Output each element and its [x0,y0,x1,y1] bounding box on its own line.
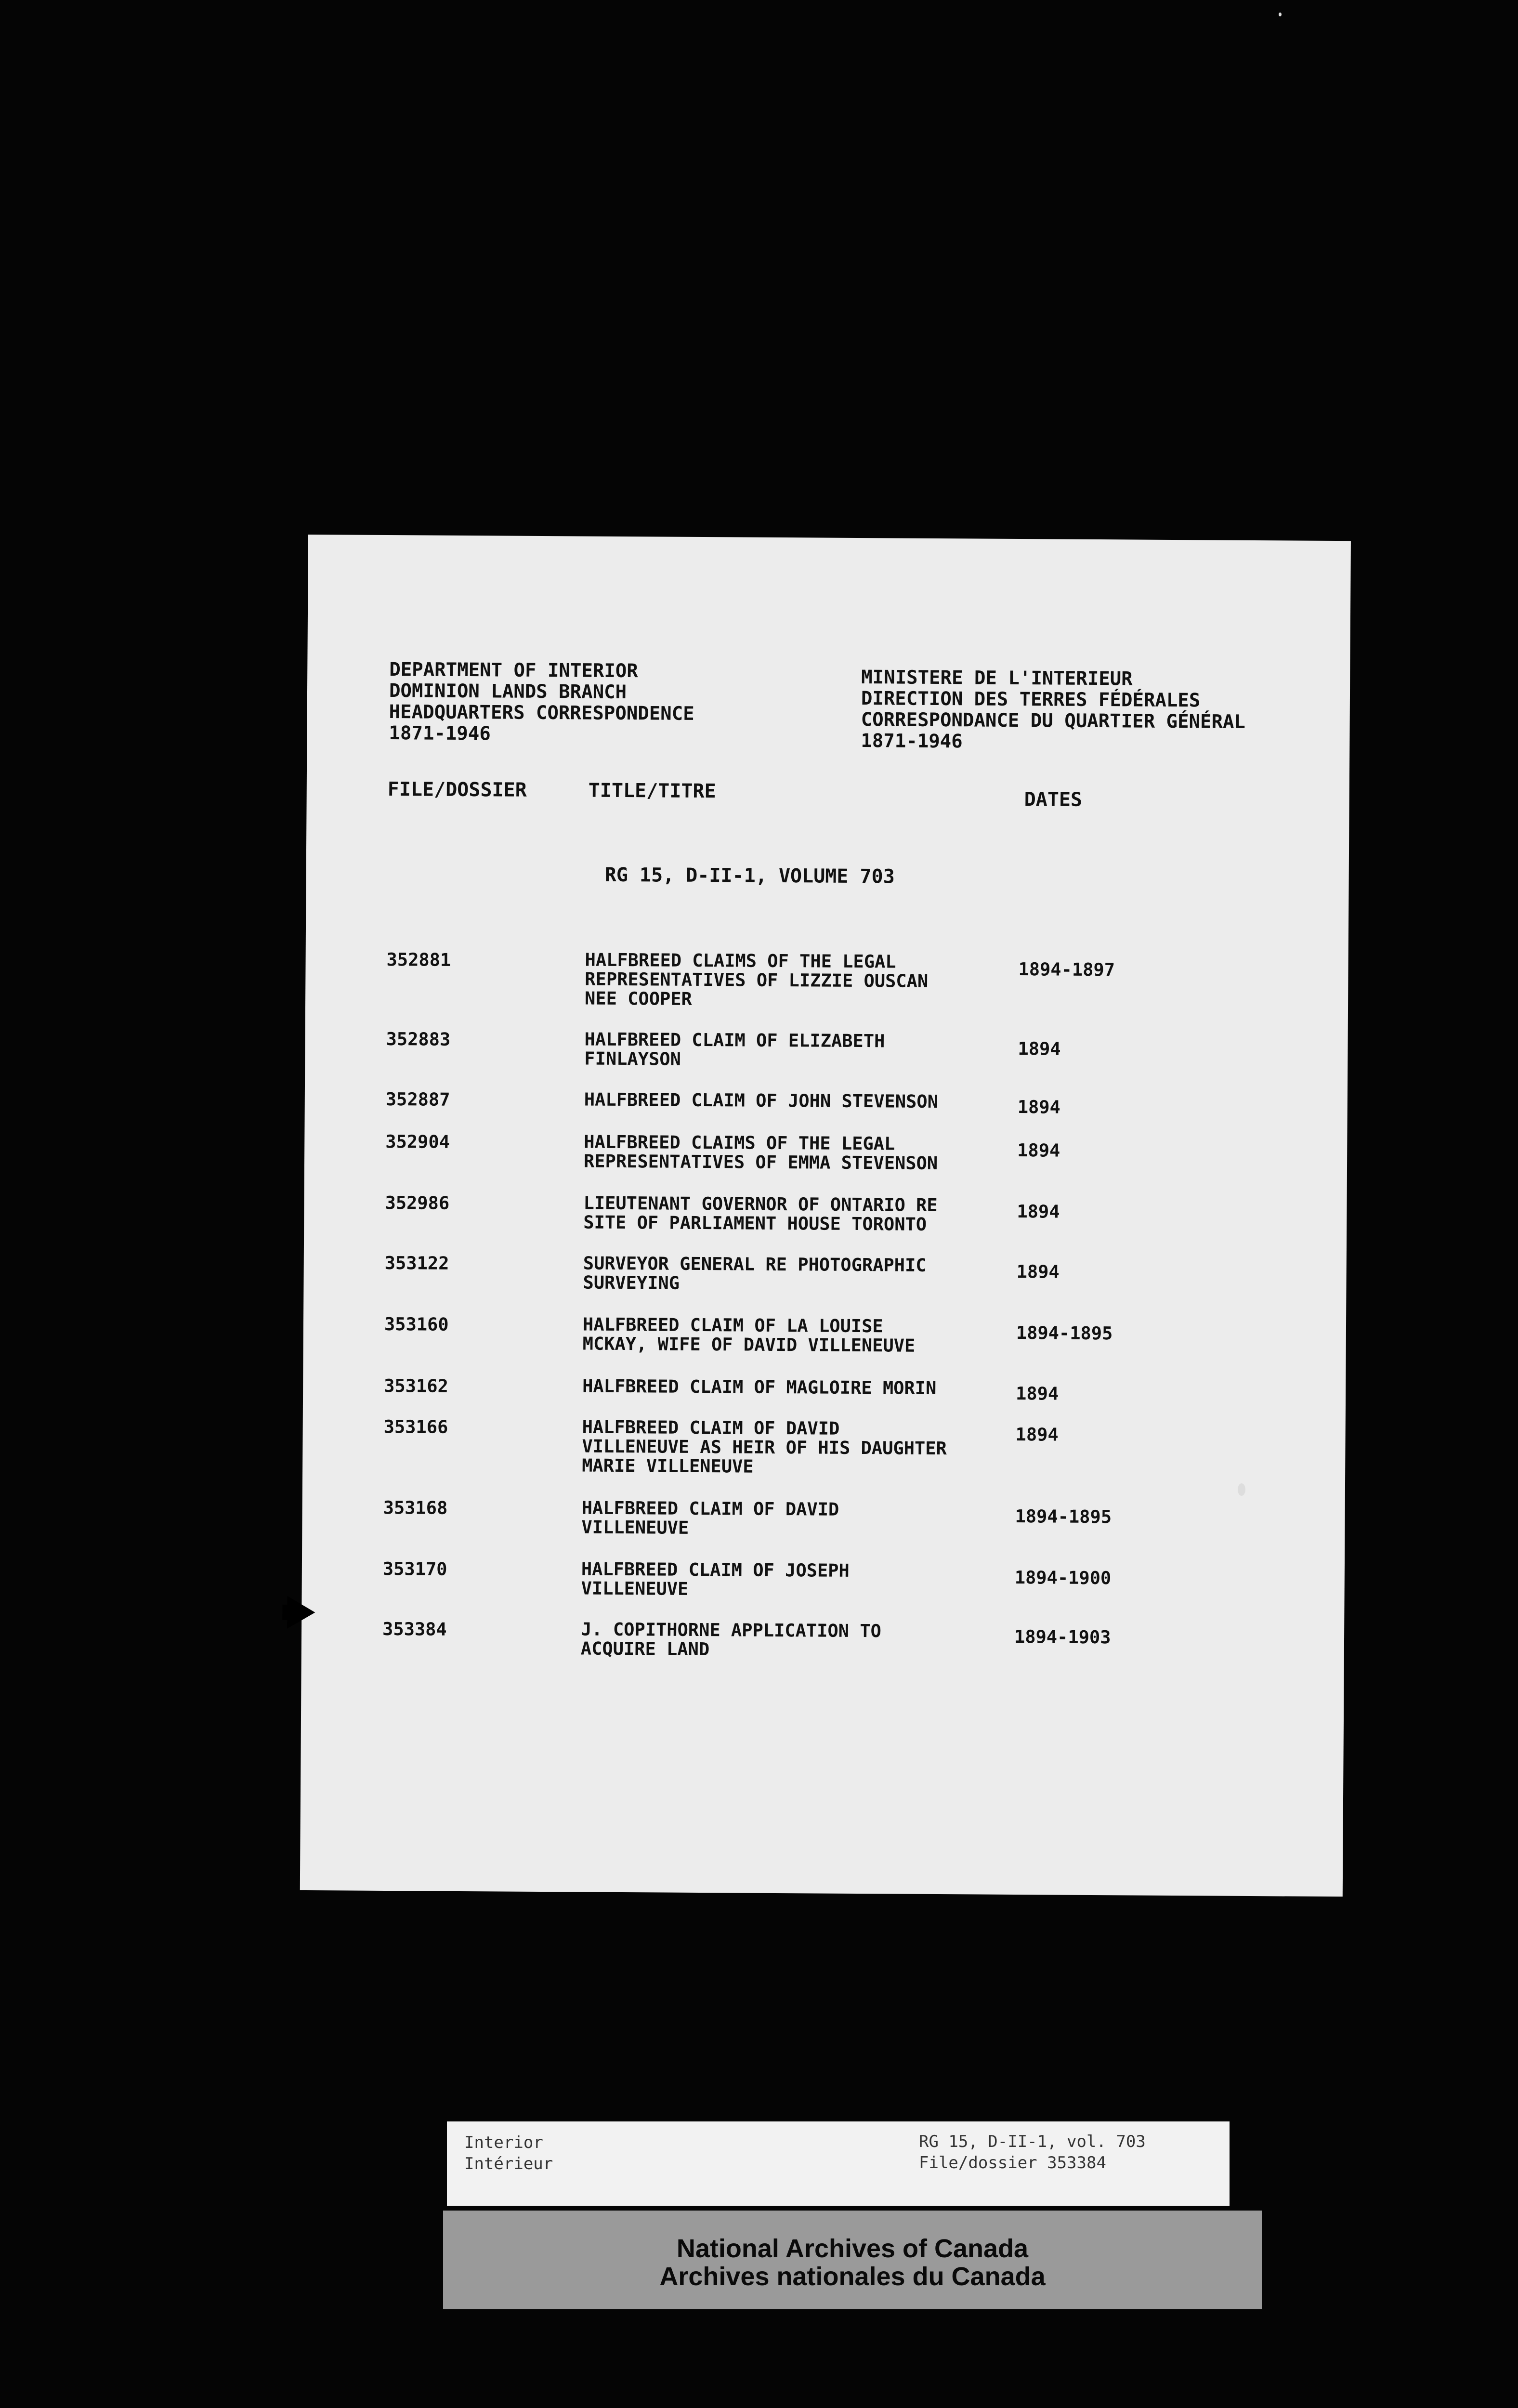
header-fr-line3: CORRESPONDANCE DU QUARTIER GÉNÉRAL [861,709,1246,733]
entry-dates: 1894-1895 [1015,1506,1112,1528]
entry-file-number: 352887 [385,1089,450,1110]
entry-dates: 1894 [1018,1038,1061,1060]
entry-row [303,1375,1346,1404]
entry-dates: 1894 [1016,1261,1060,1283]
archive-reference-card [447,2121,1230,2206]
entry-title: HALFBREED CLAIM OF LA LOUISE MCKAY, WIFE OF DAVID VILLENEUVE [582,1314,916,1356]
entry-file-number: 353168 [383,1497,448,1518]
entry-dates: 1894 [1017,1097,1061,1118]
entry-title: SURVEYOR GENERAL RE PHOTOGRAPHIC SURVEYING [583,1253,927,1294]
entry-dates: 1894 [1015,1424,1059,1445]
entry-title: J. COPITHORNE APPLICATION TO ACQUIRE LAND [580,1619,881,1660]
scanned-document-page [300,535,1351,1897]
entry-title: HALFBREED CLAIM OF DAVID VILLENEUVE AS HEIR OF HIS DAUGHTER MARIE VILLENEUVE [582,1416,947,1477]
entry-title: HALFBREED CLAIMS OF THE LEGAL REPRESENTATIVES OF EMMA STEVENSON [583,1131,938,1174]
entry-file-number: 353170 [382,1558,447,1580]
entry-file-number: 352986 [385,1192,450,1214]
entry-file-number: 353162 [384,1375,448,1397]
entry-file-number: 353160 [384,1313,449,1335]
entry-title: HALFBREED CLAIM OF MAGLOIRE MORIN [582,1375,937,1399]
entry-row [303,1313,1346,1356]
archive-banner-en: National Archives of Canada [676,2234,1029,2263]
entry-title: HALFBREED CLAIM OF ELIZABETH FINLAYSON [584,1029,885,1070]
card-left-line1: Interior [464,2133,543,2152]
header-en-line2: DOMINION LANDS BRANCH [389,680,627,704]
volume-heading: RG 15, D-II-1, VOLUME 703 [604,864,895,888]
column-header-dates: DATES [1024,788,1083,811]
dust-speck [1238,1483,1245,1496]
entry-row [304,1131,1347,1174]
header-fr-line2: DIRECTION DES TERRES FÉDÉRALES [861,688,1201,712]
entry-row [301,1618,1344,1660]
entry-row [304,1192,1347,1235]
entry-title: LIEUTENANT GOVERNOR OF ONTARIO RE SITE OF PARLIAMENT HOUSE TORONTO [583,1192,938,1235]
entry-file-number: 353122 [384,1252,449,1274]
entry-file-number: 353166 [383,1416,448,1438]
header-en-line4: 1871-1946 [389,722,491,745]
entry-title: HALFBREED CLAIM OF DAVID VILLENEUVE [581,1497,839,1538]
entry-row [303,1416,1346,1477]
entry-title: HALFBREED CLAIM OF JOSEPH VILLENEUVE [581,1558,850,1599]
entry-dates: 1894-1903 [1014,1626,1111,1648]
entry-file-number: 352883 [386,1029,451,1050]
archive-banner-fr: Archives nationales du Canada [659,2262,1046,2291]
entry-dates: 1894 [1016,1383,1059,1404]
header-french [861,667,1245,754]
entry-dates: 1894 [1017,1140,1060,1161]
card-right-line2: File/dossier 353384 [919,2153,1106,2172]
card-left-line2: Intérieur [464,2154,553,2173]
entry-row [305,1028,1348,1070]
column-header-file: FILE/DOSSIER [387,778,527,801]
entry-dates: 1894-1895 [1016,1322,1113,1344]
entry-file-number: 352904 [385,1131,450,1152]
pointer-arrow-icon [287,1596,315,1629]
entry-row [306,949,1348,1009]
column-header-title: TITLE/TITRE [588,779,716,803]
entry-dates: 1894-1900 [1014,1567,1112,1589]
header-english [389,659,694,746]
dust-speck [1279,13,1282,16]
header-en-line1: DEPARTMENT OF INTERIOR [389,659,638,682]
entry-dates: 1894-1897 [1018,959,1115,981]
entry-dates: 1894 [1017,1201,1060,1222]
entry-title: HALFBREED CLAIMS OF THE LEGAL REPRESENTATIVES OF LIZZIE OUSCAN NEE COOPER [584,949,929,1009]
entry-file-number: 352881 [386,949,451,970]
entry-row [304,1252,1347,1294]
header-fr-line1: MINISTERE DE L'INTERIEUR [861,667,1133,690]
entry-file-number: 353384 [382,1618,447,1640]
entry-row [302,1497,1345,1538]
card-right-line1: RG 15, D-II-1, vol. 703 [919,2132,1146,2151]
header-fr-line4: 1871-1946 [861,730,963,753]
entry-row [305,1088,1348,1118]
header-en-line3: HEADQUARTERS CORRESPONDENCE [389,701,694,725]
archive-banner [443,2211,1262,2309]
entry-title: HALFBREED CLAIM OF JOHN STEVENSON [584,1089,939,1112]
entry-row [302,1558,1345,1599]
